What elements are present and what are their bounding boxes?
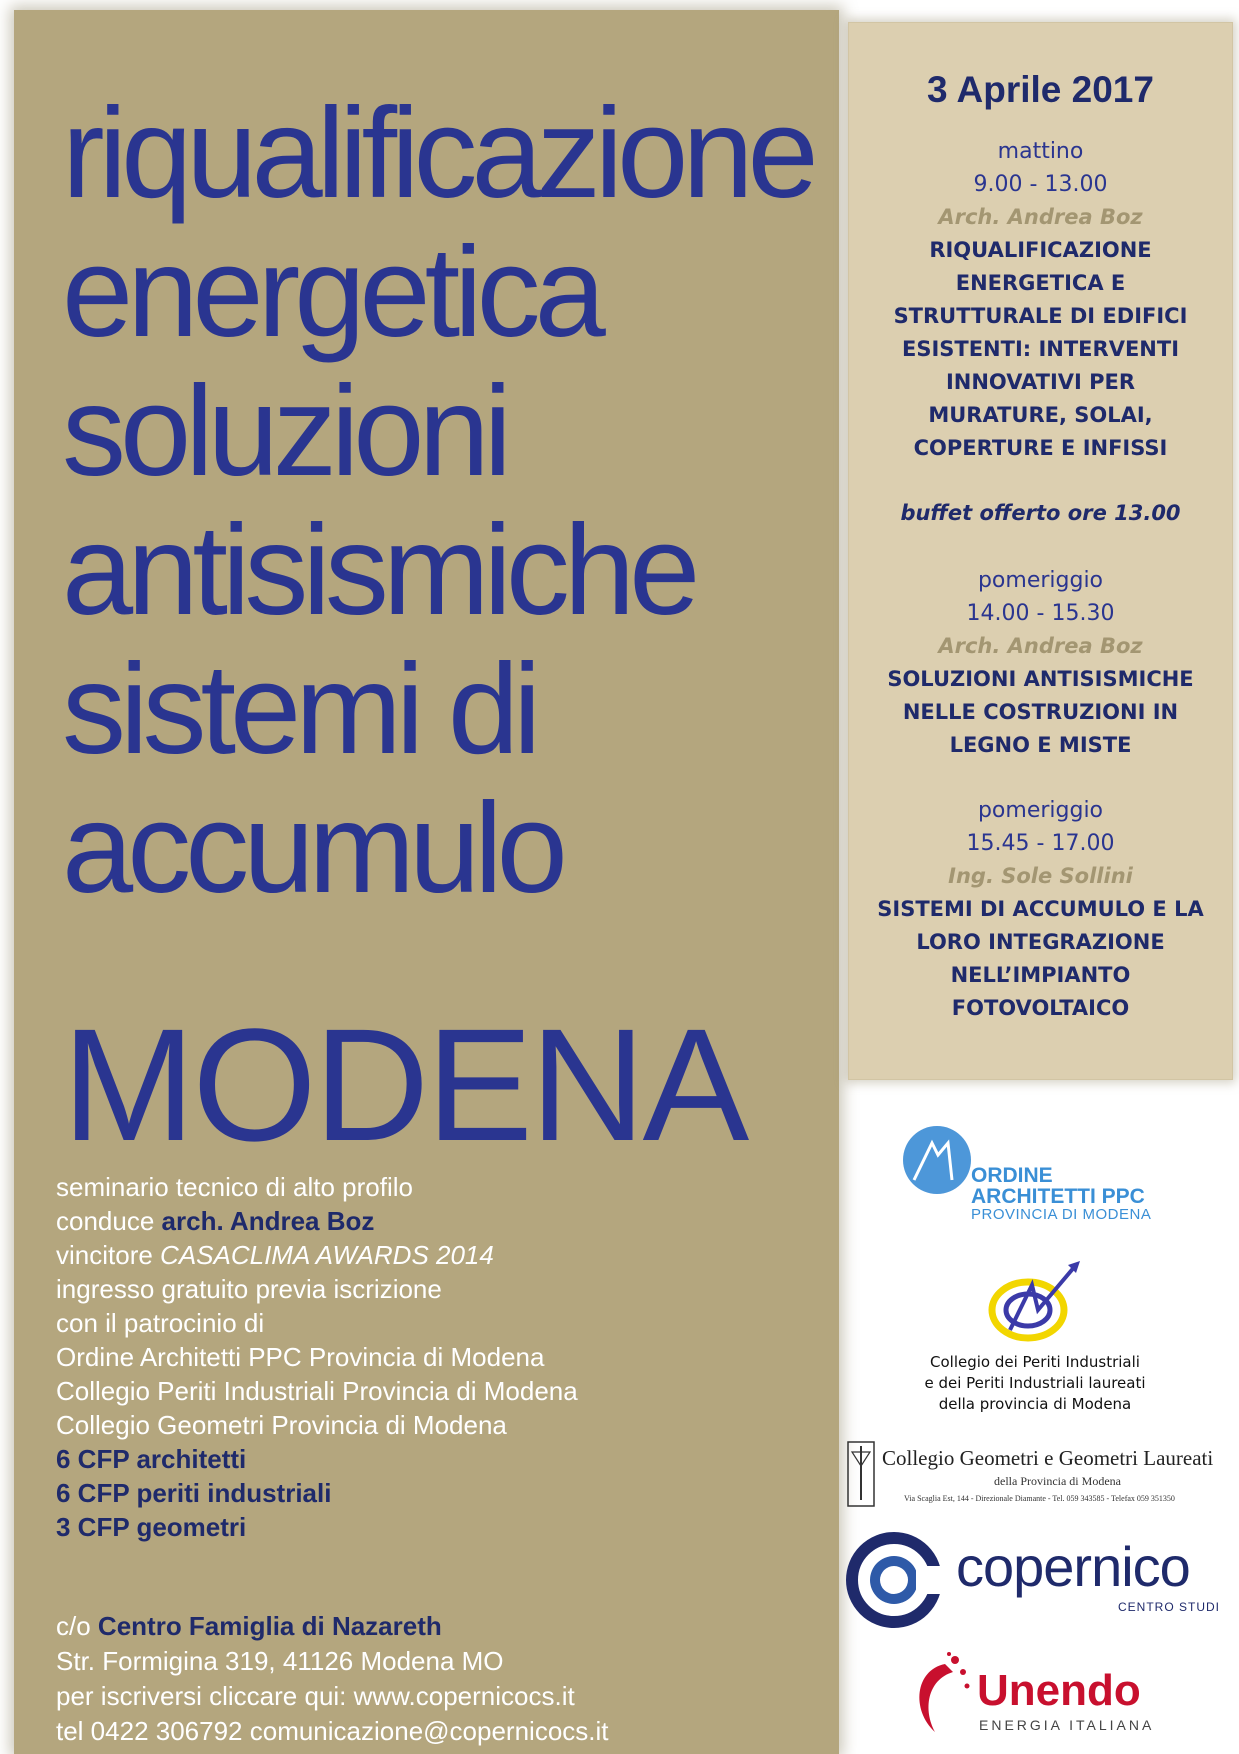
title-line: soluzioni (62, 360, 507, 503)
poster-left-panel (14, 10, 839, 1754)
credit-item: 6 CFP architetti (56, 1444, 247, 1474)
venue-name: Centro Famiglia di Nazareth (97, 1611, 442, 1641)
copernico-logo (846, 1530, 1231, 1635)
patron-item: Ordine Architetti PPC Provincia di Modena (56, 1342, 545, 1372)
award-name: CASACLIMA AWARDS 2014 (160, 1240, 494, 1270)
slot-topic: RIQUALIFICAZIONE ENERGETICA E STRUTTURALE DI EDIFICI ESISTENTI: INTERVENTI INNOVATIVI PER MURATURE, SOLAI, COPERTURE E INFISSI (893, 238, 1188, 460)
slot-label: mattino (997, 139, 1084, 164)
architetti-mark-icon (902, 1125, 972, 1195)
periti-line2: e dei Periti Industriali laureati (924, 1374, 1146, 1392)
credit-item: 3 CFP geometri (56, 1512, 247, 1542)
patron-item: Collegio Periti Industriali Provincia di Modena (56, 1376, 578, 1406)
periti-line1: Collegio dei Periti Industriali (930, 1353, 1140, 1371)
slot-time: 9.00 - 13.00 (973, 172, 1108, 197)
title-line: accumulo (62, 777, 562, 920)
architetti-line2: ARCHITETTI PPC (971, 1185, 1145, 1208)
title-line: energetica (62, 221, 600, 364)
collegio-geometri-logo (844, 1438, 1239, 1514)
unendo-name: Unendo (977, 1666, 1141, 1715)
seminar-info (56, 1170, 816, 1544)
main-title (62, 84, 813, 918)
ordine-architetti-logo (902, 1125, 1162, 1225)
slot-time: 15.45 - 17.00 (966, 831, 1115, 856)
geometri-name: Collegio Geometri e Geometri Laureati (882, 1446, 1214, 1470)
slot-label: pomeriggio (977, 798, 1104, 823)
copernico-mark-icon (846, 1530, 946, 1630)
geometri-mark-icon (846, 1440, 876, 1510)
architetti-province: PROVINCIA DI MODENA (971, 1206, 1152, 1223)
award-prefix: vincitore (56, 1240, 161, 1270)
geometri-province: della Provincia di Modena (994, 1474, 1121, 1488)
contact-line[interactable]: tel 0422 306792 comunicazione@copernicocs.it (56, 1716, 609, 1746)
slot-speaker: Arch. Andrea Boz (938, 205, 1143, 229)
slot-time: 14.00 - 15.30 (966, 601, 1115, 626)
unendo-logo (905, 1650, 1165, 1742)
venue-address: Str. Formigina 319, 41126 Modena MO (56, 1646, 504, 1676)
lead-line (56, 1204, 816, 1238)
schedule-slot-afternoon-1 (849, 564, 1232, 762)
title-line: riqualificazione (62, 82, 813, 225)
slot-speaker: Ing. Sole Sollini (948, 864, 1133, 888)
copernico-name: copernico (956, 1535, 1190, 1598)
copernico-sub: CENTRO STUDI (1118, 1600, 1220, 1614)
city-title: MODENA (62, 995, 747, 1174)
slot-label: pomeriggio (977, 568, 1104, 593)
geometri-address: Via Scaglia Est, 144 - Direzionale Diamante - Tel. 059 343585 - Telefax 059 351350 (904, 1494, 1175, 1503)
periti-industriali-logo (870, 1255, 1200, 1420)
seminar-subtitle: seminario tecnico di alto profilo (56, 1172, 413, 1202)
lead-name: arch. Andrea Boz (161, 1206, 375, 1236)
slot-topic: SISTEMI DI ACCUMULO E LA LORO INTEGRAZIONE NELL’IMPIANTO FOTOVOLTAICO (877, 897, 1204, 1020)
architetti-name (971, 1165, 1145, 1207)
credit-item: 6 CFP periti industriali (56, 1478, 332, 1508)
schedule-slot-afternoon-2 (849, 794, 1232, 1025)
periti-name (870, 1352, 1200, 1415)
slot-speaker: Arch. Andrea Boz (938, 634, 1143, 658)
patron-item: Collegio Geometri Provincia di Modena (56, 1410, 507, 1440)
title-line: sistemi di (62, 638, 536, 781)
event-date: 3 Aprile 2017 (927, 69, 1154, 110)
buffet-note: buffet offerto ore 13.00 (900, 501, 1181, 525)
patronage-label: con il patrocinio di (56, 1308, 265, 1338)
periti-mark-icon (980, 1255, 1090, 1345)
venue-info (56, 1609, 816, 1749)
title-line: antisismiche (62, 499, 695, 642)
unendo-mark-icon (905, 1650, 975, 1740)
entry-note: ingresso gratuito previa iscrizione (56, 1274, 442, 1304)
spacer (849, 762, 1232, 794)
schedule-panel (848, 22, 1233, 1080)
award-line (56, 1238, 816, 1272)
lead-prefix: conduce (56, 1206, 162, 1236)
signup-link[interactable]: per iscriversi cliccare qui: www.copernicocs.it (56, 1681, 575, 1711)
unendo-sub: ENERGIA ITALIANA (979, 1717, 1155, 1733)
schedule-slot-morning (849, 135, 1232, 465)
periti-line3: della provincia di Modena (938, 1395, 1132, 1413)
slot-topic: SOLUZIONI ANTISISMICHE NELLE COSTRUZIONI IN LEGNO E MISTE (887, 667, 1194, 757)
venue-line (56, 1609, 816, 1644)
venue-prefix: c/o (56, 1611, 98, 1641)
architetti-line1: ORDINE (971, 1164, 1053, 1187)
